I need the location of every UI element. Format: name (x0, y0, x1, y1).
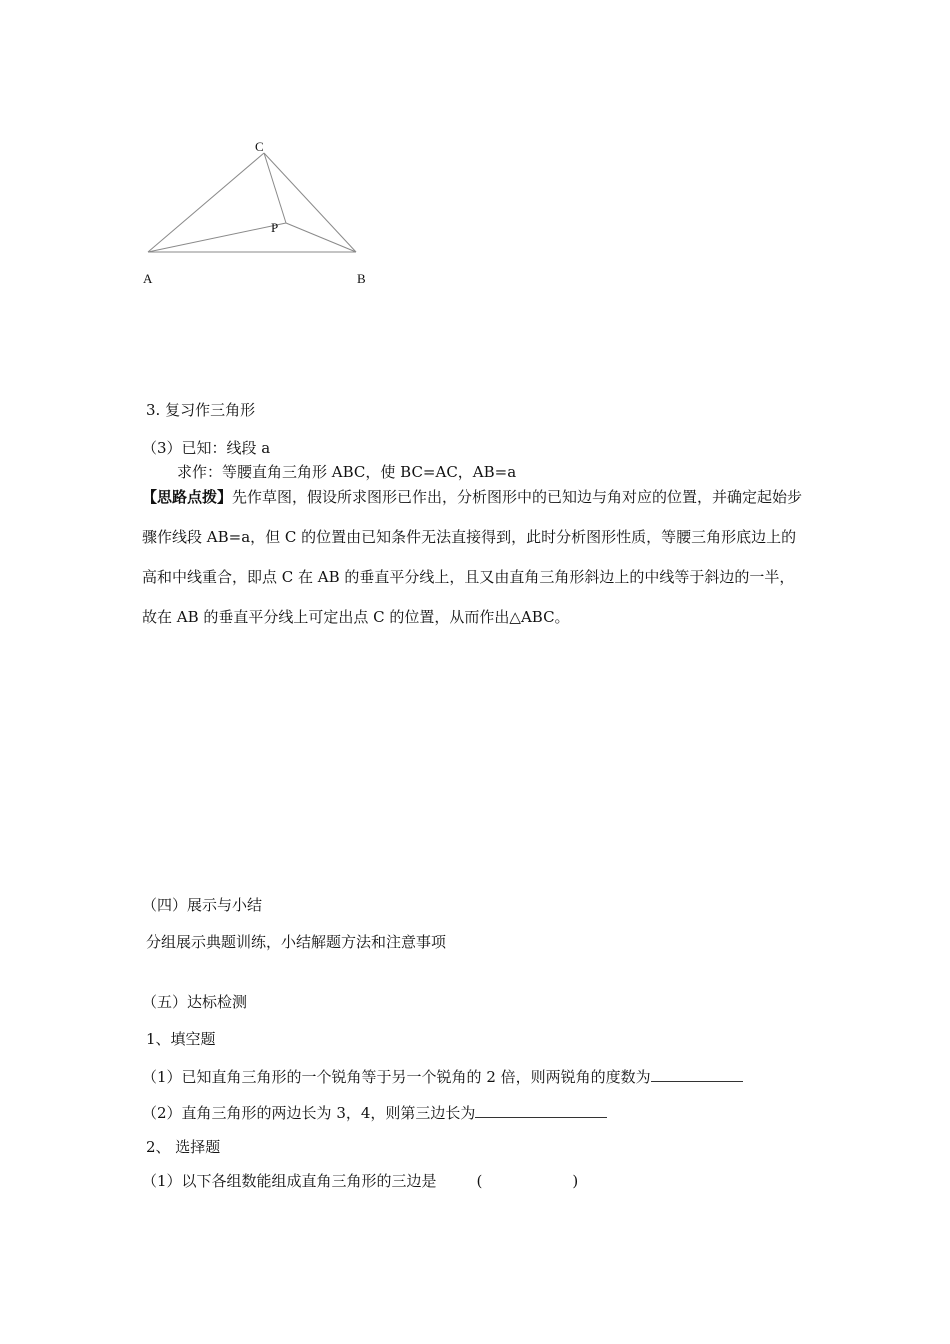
choice-q1-text: （1）以下各组数能组成直角三角形的三边是 (142, 1172, 437, 1190)
label-c: C (255, 139, 264, 154)
fill-q2-text: （2）直角三角形的两边长为 3，4，则第三边长为 (142, 1104, 476, 1122)
section3-construct: 求作：等腰直角三角形 ABC，使 BC=AC，AB=a (177, 463, 517, 481)
fill-question-2 (142, 1101, 607, 1123)
hint-label: 【思路点拨】 (142, 488, 233, 506)
section3-hint (142, 477, 808, 637)
label-a: A (143, 271, 153, 286)
section4-heading: （四）展示与小结 (142, 896, 263, 914)
choice-q1-paren-open: ( (476, 1172, 483, 1190)
label-p: P (271, 220, 279, 235)
section5-heading: （五）达标检测 (142, 993, 248, 1011)
segment-ac (148, 153, 264, 252)
segment-cp (264, 153, 286, 223)
section4-text: 分组展示典题训练，小结解题方法和注意事项 (146, 933, 447, 951)
choice-title: 2、 选择题 (146, 1138, 221, 1156)
segment-pb (286, 223, 356, 252)
segment-cb (264, 153, 356, 252)
label-b: B (357, 271, 366, 286)
fill-q1-text: （1）已知直角三角形的一个锐角等于另一个锐角的 2 倍，则两锐角的度数为 (142, 1068, 651, 1086)
segment-ap (148, 223, 286, 252)
hint-text: 先作草图，假设所求图形已作出，分析图形中的已知边与角对应的位置，并确定起始步骤作线段 AB=a，但 C 的位置由已知条件无法直接得到，此时分析图形性质，等腰三角形底边上的高和中线重合，即点 C 在 AB 的垂直平分线上，且又由直角三角形斜边上的中线等于斜边的一半，故在 AB 的垂直平分线上可定出点 C 的位置，从而作出△ABC。 (142, 488, 803, 626)
fill-question-1 (142, 1065, 743, 1087)
section3-known: （3）已知：线段 a (142, 439, 271, 457)
fill-q1-blank[interactable] (651, 1065, 743, 1082)
fill-q2-blank[interactable] (475, 1101, 607, 1118)
section3-heading: 3. 复习作三角形 (146, 401, 256, 419)
triangle-figure (0, 0, 950, 300)
choice-q1-paren-close: ) (572, 1172, 579, 1190)
choice-question-1 (142, 1171, 578, 1191)
fill-title: 1、填空题 (146, 1030, 216, 1048)
